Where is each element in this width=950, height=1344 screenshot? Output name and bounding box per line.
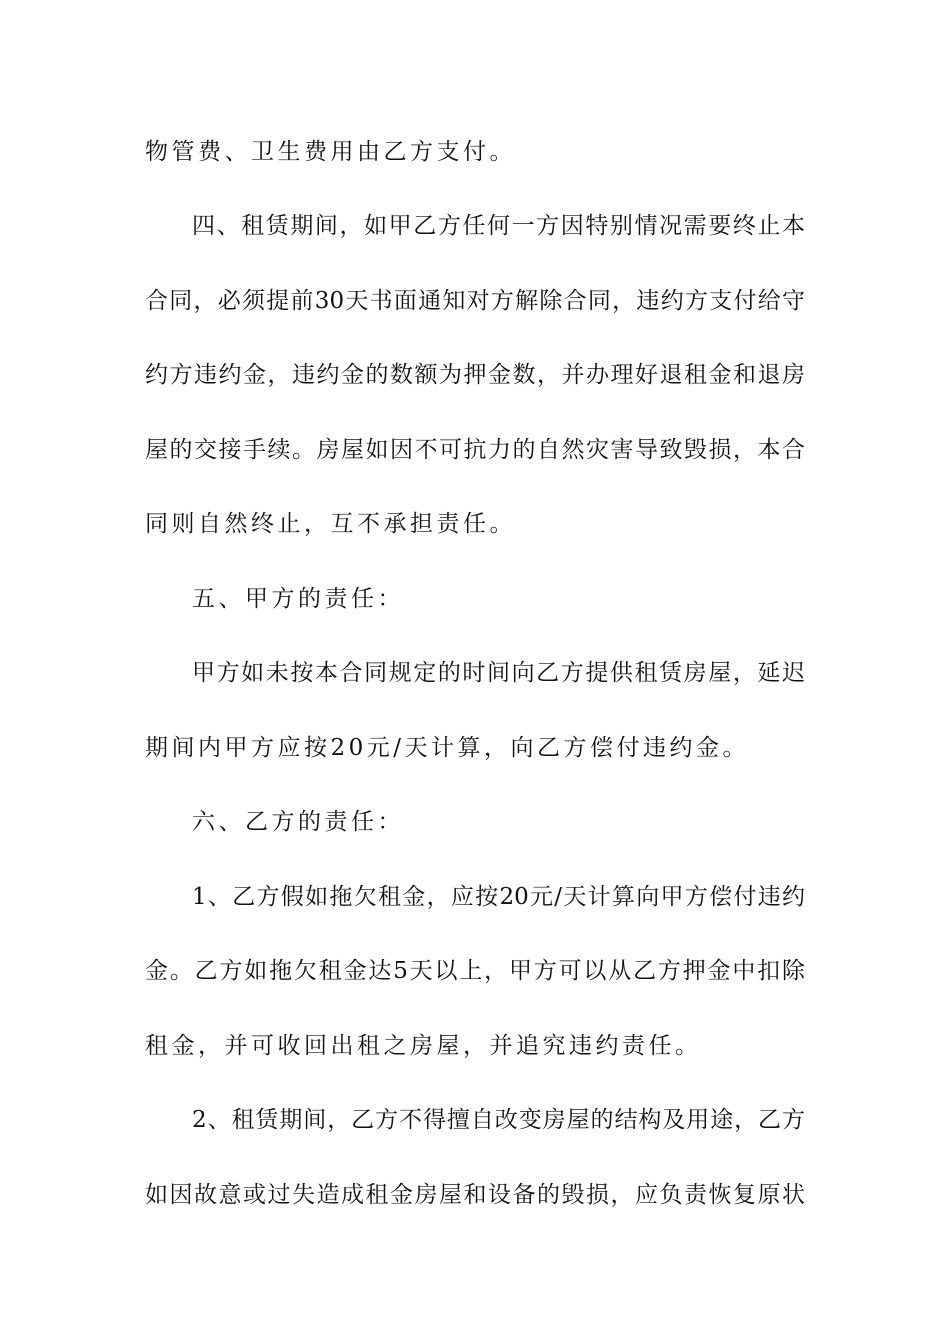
text-line: 合同，必须提前30天书面通知对方解除合同，违约方支付给守 <box>145 288 805 314</box>
text-line: 期间内甲方应按20元/天计算，向乙方偿付违约金。 <box>145 735 750 761</box>
text-line: 1、乙方假如拖欠租金，应按20元/天计算向甲方偿付违约 <box>192 884 805 910</box>
text-line: 四、租赁期间，如甲乙方任何一方因特别情况需要终止本 <box>192 213 805 239</box>
text-line: 租金，并可收回出租之房屋，并追究违约责任。 <box>145 1033 702 1059</box>
text-line: 金。乙方如拖欠租金达5天以上，甲方可以从乙方押金中扣除 <box>145 958 805 984</box>
section-heading: 六、乙方的责任： <box>192 809 404 835</box>
text-line: 屋的交接手续。房屋如因不可抗力的自然灾害导致毁损，本合 <box>145 437 805 463</box>
text-line: 同则自然终止，互不承担责任。 <box>145 511 516 537</box>
text-line: 甲方如未按本合同规定的时间向乙方提供租赁房屋，延迟 <box>192 660 805 686</box>
section-heading: 五、甲方的责任： <box>192 586 404 612</box>
text-line: 物管费、卫生费用由乙方支付。 <box>145 139 516 165</box>
text-line: 约方违约金，违约金的数额为押金数，并办理好退租金和退房 <box>145 362 805 388</box>
text-line: 如因故意或过失造成租金房屋和设备的毁损，应负责恢复原状 <box>145 1182 805 1208</box>
text-line: 2、租赁期间，乙方不得擅自改变房屋的结构及用途，乙方 <box>192 1107 805 1133</box>
